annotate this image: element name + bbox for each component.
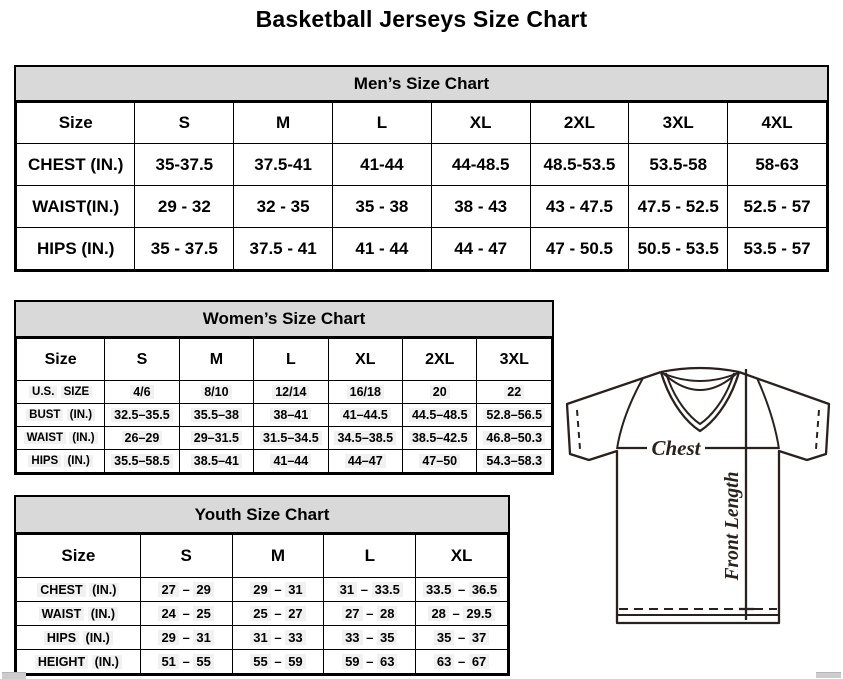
header-row <box>17 535 508 578</box>
mens-table-body <box>16 102 827 270</box>
size-value-cell: 35-37.5 <box>135 144 234 186</box>
size-value-cell: 38.5–42.5 <box>403 427 477 450</box>
size-value-cell: 35 - 37.5 <box>135 228 234 270</box>
size-value-cell: 34.5–38.5 <box>328 427 402 450</box>
header-row <box>17 103 827 144</box>
size-value-cell: 52.5 - 57 <box>728 186 827 228</box>
row-label-cell: WAIST(IN.) <box>17 186 135 228</box>
size-value-cell: 12/14 <box>254 381 328 404</box>
column-header: L <box>333 103 432 144</box>
front-length-label: Front Length <box>722 471 743 581</box>
size-value-cell: 44–47 <box>328 450 402 473</box>
size-value-cell: 59 – 63 <box>324 650 416 674</box>
mens-size-table <box>14 65 829 272</box>
size-value-cell: 22 <box>477 381 552 404</box>
jersey-diagram <box>553 358 843 653</box>
size-value-cell: 37.5-41 <box>234 144 333 186</box>
row-label-cell: BUST (IN.) <box>17 404 105 427</box>
size-value-cell: 48.5-53.5 <box>530 144 629 186</box>
womens-table-body <box>16 338 552 473</box>
row-label-cell: CHEST (IN.) <box>17 578 141 602</box>
size-value-cell: 35 – 37 <box>416 626 508 650</box>
horizontal-scrollbar-fragment-right[interactable] <box>816 672 841 678</box>
youth-table-body <box>16 534 508 674</box>
left-armhole-seam <box>617 378 643 449</box>
size-value-cell: 33.5 – 36.5 <box>416 578 508 602</box>
table-row <box>17 427 552 450</box>
size-value-cell: 38.5–41 <box>179 450 253 473</box>
row-label-cell: HEIGHT (IN.) <box>17 650 141 674</box>
table-row <box>17 602 508 626</box>
size-value-cell: 32.5–35.5 <box>105 404 179 427</box>
womens-table-title-band: Women’s Size Chart <box>16 302 552 338</box>
column-header: 3XL <box>629 103 728 144</box>
column-header: S <box>135 103 234 144</box>
size-value-cell: 52.8–56.5 <box>477 404 552 427</box>
column-header: XL <box>431 103 530 144</box>
row-label-cell: HIPS (IN.) <box>17 626 141 650</box>
size-value-cell: 41–44 <box>254 450 328 473</box>
column-header: 2XL <box>403 339 477 381</box>
table-row <box>17 450 552 473</box>
size-value-cell: 38 - 43 <box>431 186 530 228</box>
table-row <box>17 144 827 186</box>
size-value-cell: 41–44.5 <box>328 404 402 427</box>
size-value-cell: 46.8–50.3 <box>477 427 552 450</box>
size-value-cell: 51 – 55 <box>140 650 232 674</box>
size-value-cell: 63 – 67 <box>416 650 508 674</box>
size-value-cell: 55 – 59 <box>232 650 324 674</box>
size-value-cell: 35.5–38 <box>179 404 253 427</box>
size-value-cell: 41-44 <box>333 144 432 186</box>
table-row <box>17 186 827 228</box>
column-header: M <box>232 535 324 578</box>
size-value-cell: 50.5 - 53.5 <box>629 228 728 270</box>
table-row <box>17 404 552 427</box>
size-value-cell: 47.5 - 52.5 <box>629 186 728 228</box>
size-corner-header: Size <box>17 535 141 578</box>
size-value-cell: 29 – 31 <box>232 578 324 602</box>
page-title: Basketball Jerseys Size Chart <box>255 6 588 32</box>
size-value-cell: 27 – 29 <box>140 578 232 602</box>
row-label-cell: WAIST (IN.) <box>17 602 141 626</box>
size-value-cell: 47 - 50.5 <box>530 228 629 270</box>
size-value-cell: 16/18 <box>328 381 402 404</box>
row-label-cell: U.S. SIZE <box>17 381 105 404</box>
row-label-cell: WAIST (IN.) <box>17 427 105 450</box>
size-value-cell: 38–41 <box>254 404 328 427</box>
table-row <box>17 228 827 270</box>
horizontal-scrollbar-fragment-left[interactable] <box>2 672 26 679</box>
table-row <box>17 578 508 602</box>
youth-table <box>16 534 508 674</box>
size-value-cell: 20 <box>403 381 477 404</box>
womens-size-table <box>14 300 554 475</box>
size-value-cell: 37.5 - 41 <box>234 228 333 270</box>
size-value-cell: 32 - 35 <box>234 186 333 228</box>
size-value-cell: 41 - 44 <box>333 228 432 270</box>
right-armhole-seam <box>757 378 779 449</box>
row-label-cell: HIPS (IN.) <box>17 450 105 473</box>
column-header: XL <box>328 339 402 381</box>
table-row <box>17 650 508 674</box>
size-value-cell: 44 - 47 <box>431 228 530 270</box>
mens-table <box>16 102 827 270</box>
size-value-cell: 43 - 47.5 <box>530 186 629 228</box>
size-value-cell: 44-48.5 <box>431 144 530 186</box>
youth-table-title-band: Youth Size Chart <box>16 497 508 534</box>
size-value-cell: 54.3–58.3 <box>477 450 552 473</box>
chest-label: Chest <box>651 436 701 460</box>
column-header: S <box>105 339 179 381</box>
column-header: L <box>254 339 328 381</box>
size-value-cell: 28 – 29.5 <box>416 602 508 626</box>
size-value-cell: 24 – 25 <box>140 602 232 626</box>
size-corner-header: Size <box>17 339 105 381</box>
column-header: 3XL <box>477 339 552 381</box>
size-value-cell: 53.5-58 <box>629 144 728 186</box>
jersey-outline <box>567 372 829 623</box>
size-value-cell: 4/6 <box>105 381 179 404</box>
row-label-cell: HIPS (IN.) <box>17 228 135 270</box>
table-row <box>17 626 508 650</box>
collar-top-edge <box>661 368 739 372</box>
collar-arc-outer <box>662 373 738 381</box>
size-value-cell: 35.5–58.5 <box>105 450 179 473</box>
size-value-cell: 44.5–48.5 <box>403 404 477 427</box>
column-header: XL <box>416 535 508 578</box>
row-label-cell: CHEST (IN.) <box>17 144 135 186</box>
column-header: L <box>324 535 416 578</box>
size-value-cell: 29 - 32 <box>135 186 234 228</box>
size-value-cell: 53.5 - 57 <box>728 228 827 270</box>
size-value-cell: 26–29 <box>105 427 179 450</box>
column-header: M <box>179 339 253 381</box>
size-value-cell: 29–31.5 <box>179 427 253 450</box>
mens-table-title-band: Men’s Size Chart <box>16 67 827 102</box>
size-value-cell: 25 – 27 <box>232 602 324 626</box>
right-cuff-dashed-line <box>816 410 819 449</box>
table-row <box>17 381 552 404</box>
column-header: M <box>234 103 333 144</box>
size-value-cell: 31 – 33.5 <box>324 578 416 602</box>
size-value-cell: 47–50 <box>403 450 477 473</box>
size-value-cell: 27 – 28 <box>324 602 416 626</box>
left-cuff-dashed-line <box>577 410 580 449</box>
womens-table <box>16 338 552 473</box>
size-corner-header: Size <box>17 103 135 144</box>
size-value-cell: 35 - 38 <box>333 186 432 228</box>
column-header: S <box>140 535 232 578</box>
size-value-cell: 8/10 <box>179 381 253 404</box>
size-value-cell: 31.5–34.5 <box>254 427 328 450</box>
header-row <box>17 339 552 381</box>
youth-size-table <box>14 495 510 676</box>
column-header: 2XL <box>530 103 629 144</box>
size-value-cell: 58-63 <box>728 144 827 186</box>
size-value-cell: 31 – 33 <box>232 626 324 650</box>
size-value-cell: 29 – 31 <box>140 626 232 650</box>
column-header: 4XL <box>728 103 827 144</box>
size-value-cell: 33 – 35 <box>324 626 416 650</box>
